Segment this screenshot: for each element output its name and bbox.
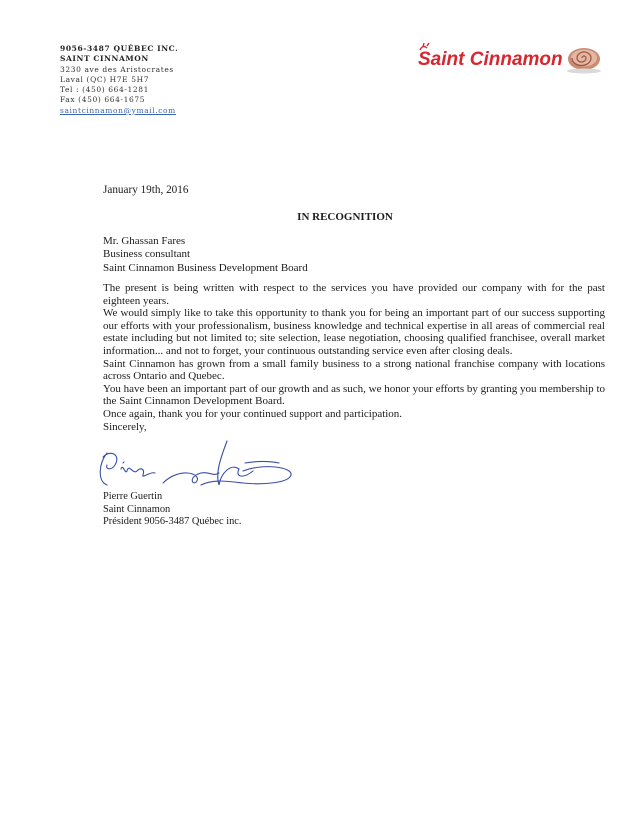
signer-name: Pierre Guertin xyxy=(103,491,163,502)
signer-block xyxy=(103,491,242,529)
company-name: 9056-3487 QUÉBEC INC. xyxy=(60,44,179,53)
handwritten-signature xyxy=(93,433,303,493)
company-tel: Tel : (450) 664-1281 xyxy=(60,85,150,95)
company-email-link[interactable]: saintcinnamon@ymail.com xyxy=(60,105,176,115)
paragraph: The present is being written with respect to the services you have provided our company with for the past eighteen years. xyxy=(103,282,605,307)
letter-heading: IN RECOGNITION xyxy=(297,211,393,223)
company-city: Laval (QC) H7E 5H7 xyxy=(60,74,150,84)
signer-company: Saint Cinnamon xyxy=(103,503,171,515)
recipient-title: Business consultant xyxy=(103,248,191,261)
cinnamon-roll-icon xyxy=(567,48,601,74)
company-address: 3230 ave des Aristocrates xyxy=(60,64,174,74)
logo-wordmark: Saint Cinnamon xyxy=(418,49,563,70)
company-info xyxy=(60,44,260,116)
signer-title: Président 9056-3487 Québec inc. xyxy=(103,516,242,527)
recipient-name: Mr. Ghassan Fares xyxy=(103,235,186,247)
letter-date: January 19th, 2016 xyxy=(103,184,189,196)
saint-cinnamon-logo xyxy=(414,38,604,82)
paragraph: Saint Cinnamon has grown from a small family business to a strong national franchise company with locations across Ontario and Quebec. xyxy=(103,357,605,383)
paragraph: We would simply like to take this opportunity to thank you for being an important part of our success supporting our efforts with your professionalism, business knowledge and technical expertise in all areas of commercial real estate including but not limited to; site selection, lease negotiation, choosing qualified franchisee, overall market information... and not to forget, your continuous outstanding service even after closing deals. xyxy=(103,307,605,357)
recipient-block xyxy=(103,235,308,275)
letter-closing: Sincerely, xyxy=(103,420,147,433)
company-fax: Fax (450) 664-1675 xyxy=(60,95,146,105)
letter-body xyxy=(103,282,605,433)
recipient-organization: Saint Cinnamon Business Development Board xyxy=(103,261,308,274)
paragraph: Once again, thank you for your continued support and participation. xyxy=(103,407,403,420)
signature-ink xyxy=(100,441,291,485)
company-brand: SAINT CINNAMON xyxy=(60,54,149,64)
paragraph: You have been an important part of our growth and as such, we honor your efforts by granting you membership to the Saint Cinnamon Development Board. xyxy=(103,382,605,408)
